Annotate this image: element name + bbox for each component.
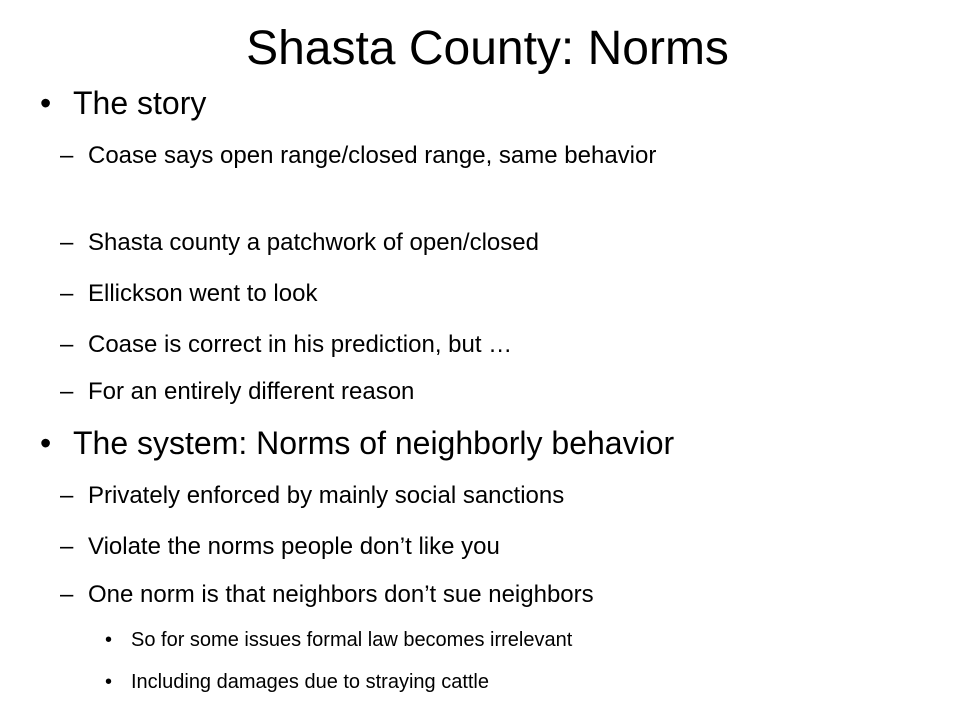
dash-icon: – xyxy=(60,229,74,256)
bullet-text: The story xyxy=(73,85,207,121)
sub-sub-point-text: Including damages due to straying cattle xyxy=(131,671,489,693)
dash-icon: – xyxy=(60,533,74,560)
bullet-icon: • xyxy=(105,629,113,651)
dash-icon: – xyxy=(60,331,74,358)
dash-icon: – xyxy=(60,280,74,307)
sub-sub-point-text: So for some issues formal law becomes irrelevant xyxy=(131,629,573,651)
dash-icon: – xyxy=(60,142,74,169)
dash-icon: – xyxy=(60,378,74,405)
sub-point-text: Privately enforced by mainly social sanctions xyxy=(88,482,565,509)
dash-icon: – xyxy=(60,482,74,509)
bullet-icon: • xyxy=(40,425,52,461)
slide-title: Shasta County: Norms xyxy=(246,22,729,75)
sub-point-text: For an entirely different reason xyxy=(88,378,415,405)
sub-point-text: Coase says open range/closed range, same behavior xyxy=(88,142,657,169)
sub-point-text: Ellickson went to look xyxy=(88,280,318,307)
bullet-icon: • xyxy=(105,671,113,693)
dash-icon: – xyxy=(60,581,74,608)
bullet-text: The system: Norms of neighborly behavior xyxy=(73,425,675,461)
sub-point-text: Coase is correct in his prediction, but … xyxy=(88,331,513,358)
bullet-icon: • xyxy=(40,85,52,121)
sub-point-text: One norm is that neighbors don’t sue neighbors xyxy=(88,581,594,608)
sub-point-text: Violate the norms people don’t like you xyxy=(88,533,500,560)
sub-point-text: Shasta county a patchwork of open/closed xyxy=(88,229,539,256)
